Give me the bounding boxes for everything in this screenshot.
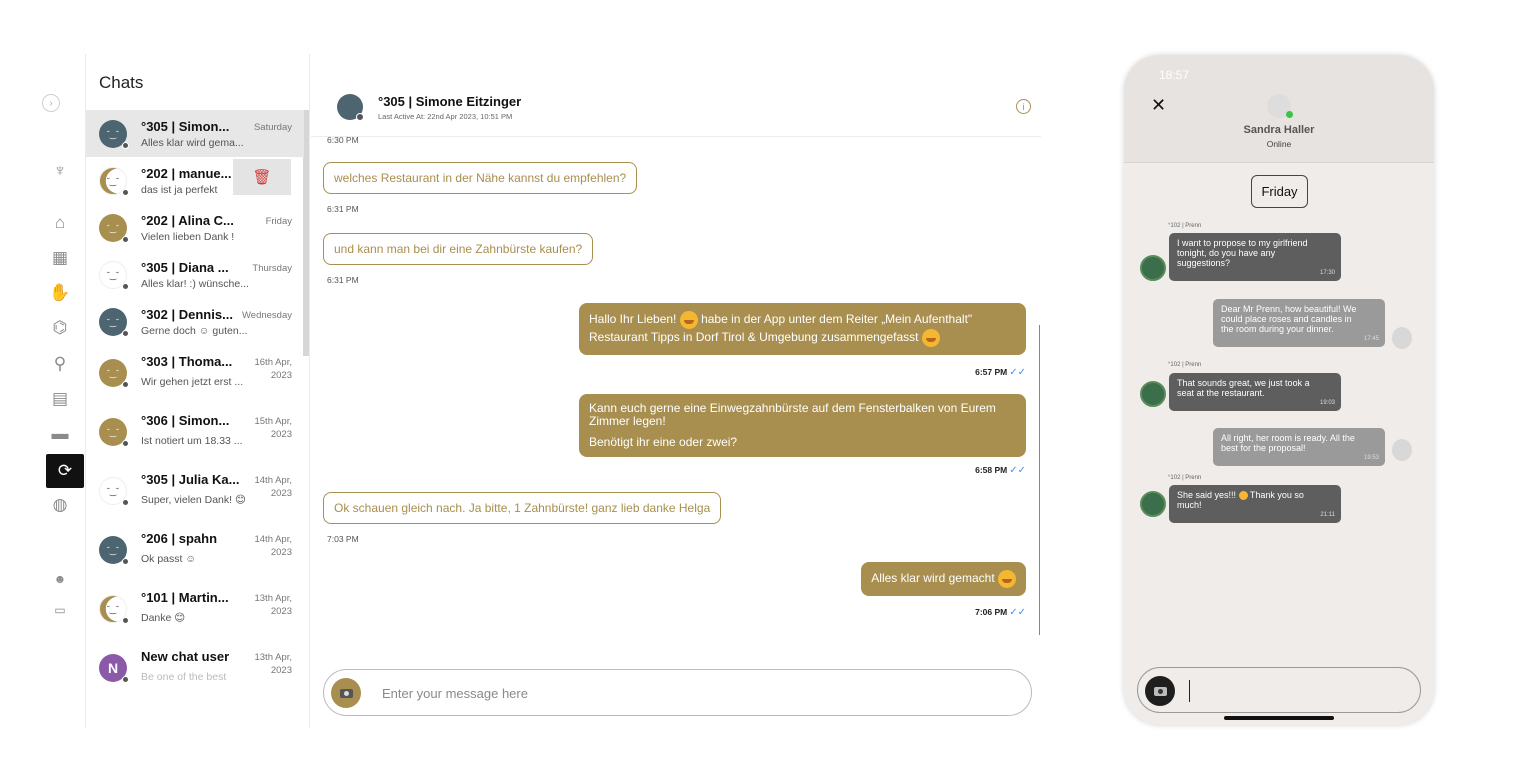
- message-input[interactable]: [382, 682, 982, 704]
- camera-button[interactable]: [1145, 676, 1175, 706]
- scroll-indicator[interactable]: [1039, 325, 1040, 635]
- message-text: Alles klar wird gemacht: [871, 571, 995, 586]
- incoming-message: Ok schauen gleich nach. Ja bitte, 1 Zahnbürste! ganz lieb danke Helga: [323, 492, 721, 524]
- avatar: [1140, 381, 1166, 407]
- avatar: ˘‿˘: [99, 595, 129, 625]
- chat-item-date: 13th Apr, 2023: [254, 593, 292, 617]
- message-text: Kann euch gerne eine Einwegzahnbürste auf dem Fensterbalken von Eurem: [589, 401, 996, 415]
- chat-item-preview: Alles klar wird gema...: [141, 137, 244, 149]
- message-time: 6:31 PM: [327, 204, 359, 214]
- camera-icon: [1154, 687, 1167, 696]
- message-text: Hallo Ihr Lieben!: [589, 312, 677, 327]
- chat-item-name: °206 | spahn: [141, 531, 218, 546]
- chat-item-date: 14th Apr, 2023: [254, 534, 292, 558]
- chat-item[interactable]: [86, 157, 304, 204]
- camera-icon: [340, 689, 353, 698]
- avatar: [1392, 327, 1412, 349]
- chat-item-date: Thursday: [252, 263, 292, 274]
- chat-item-preview: Gerne doch ☺ guten...: [141, 325, 248, 337]
- chat-item-date: Friday: [265, 216, 292, 227]
- chat-item-name: °302 | Dennis...: [141, 307, 233, 322]
- chat-item-date: 13th Apr, 2023: [254, 652, 292, 676]
- message-sender: °102 | Prenn: [1168, 475, 1202, 481]
- incoming-message: That sounds great, we just took a seat at the restaurant. 19:03: [1169, 373, 1341, 411]
- heart-eyes-emoji-icon: [1239, 491, 1248, 500]
- chat-item-preview: Ist notiert um 18.33 ...: [141, 435, 243, 447]
- avatar: ˘‿˘: [99, 308, 129, 338]
- chat-item[interactable]: [86, 404, 304, 463]
- palette-icon[interactable]: ◍: [52, 495, 68, 514]
- chat-item[interactable]: [86, 204, 304, 251]
- contact-status: Online: [1266, 139, 1292, 149]
- outgoing-message: [861, 562, 1026, 596]
- chat-item-name: °202 | manue...: [141, 166, 232, 181]
- chat-item-name: New chat user: [141, 649, 230, 664]
- message-time: 19:03: [1319, 400, 1335, 406]
- monitor-icon[interactable]: ▬: [51, 424, 69, 443]
- outgoing-message: [579, 303, 1026, 355]
- chat-list-panel: [85, 54, 310, 728]
- last-active-text: Last Active At: 22nd Apr 2023, 10:51 PM: [378, 112, 513, 121]
- icon-rail: [36, 84, 84, 728]
- message-time: 6:58 PM ✓✓: [975, 465, 1026, 476]
- smile-emoji-icon: [680, 311, 698, 329]
- avatar: [1140, 255, 1166, 281]
- outgoing-message: All right, her room is ready. All the best for the proposal! 19:53: [1213, 428, 1385, 466]
- message-text: Benötigt ihr eine oder zwei?: [589, 435, 738, 449]
- message-time: 19:53: [1363, 455, 1379, 461]
- hand-icon[interactable]: ✋: [49, 283, 71, 302]
- day-separator: Friday: [1251, 175, 1308, 208]
- avatar: ˘‿˘: [99, 418, 129, 448]
- avatar: ˘‿˘: [99, 214, 129, 244]
- graduation-icon[interactable]: ⌬: [52, 318, 68, 337]
- conversation-header: [311, 80, 1041, 137]
- chat-item-name: °306 | Simon...: [141, 413, 230, 428]
- smile-emoji-icon: [922, 329, 940, 347]
- conversation-title: °305 | Simone Eitzinger: [378, 94, 522, 109]
- bike-icon[interactable]: ⚲: [53, 354, 67, 373]
- phone-message-input[interactable]: [1189, 680, 1190, 702]
- avatar: ˘‿˘: [99, 261, 129, 291]
- message-composer: [323, 669, 1032, 716]
- logo-icon[interactable]: ♆: [53, 161, 67, 180]
- avatar: ˘‿˘: [99, 536, 129, 566]
- building-icon[interactable]: ▦: [51, 248, 69, 267]
- chat-item-date: 14th Apr, 2023: [254, 475, 292, 499]
- avatar: ˘‿˘: [99, 120, 129, 150]
- message-time: 21:11: [1320, 512, 1335, 519]
- chat-item-preview: Super, vielen Dank! 😊: [141, 494, 246, 506]
- phone-preview: [1124, 55, 1434, 725]
- trash-icon: 🗑: [252, 169, 272, 186]
- chat-item-preview: Vielen lieben Dank !: [141, 231, 235, 243]
- chat-list-title: Chats: [99, 73, 144, 92]
- message-time: 7:03 PM: [327, 534, 359, 544]
- message-time: 6:30 PM: [327, 137, 359, 145]
- message-sender: °102 | Prenn: [1168, 362, 1202, 368]
- chat-item[interactable]: [86, 298, 304, 345]
- avatar: N: [99, 654, 129, 684]
- chat-item-name: °305 | Julia Ka...: [141, 472, 240, 487]
- incoming-message: welches Restaurant in der Nähe kannst du empfehlen?: [323, 162, 637, 194]
- chat-item-preview: Danke 😊: [141, 612, 186, 624]
- outgoing-message: Dear Mr Prenn, how beautiful! We could place roses and candles in the room during your dinner. 17:45: [1213, 299, 1385, 347]
- online-dot: [1286, 111, 1293, 118]
- camera-button[interactable]: [331, 678, 361, 708]
- incoming-message: She said yes!!! Thank you so much! 21:11: [1169, 485, 1341, 523]
- newspaper-icon[interactable]: ▤: [51, 389, 69, 408]
- message-sender: °102 | Prenn: [1168, 223, 1202, 229]
- chat-item-name: °305 | Simon...: [141, 119, 230, 134]
- chat-item-preview: das ist ja perfekt: [141, 184, 218, 196]
- chat-item-name: °303 | Thoma...: [141, 354, 233, 369]
- chat-item[interactable]: [86, 251, 304, 298]
- chat-item-preview: Be one of the best: [141, 671, 227, 683]
- avatar: [1140, 491, 1166, 517]
- home-indicator: [1224, 716, 1334, 720]
- avatar: [1392, 439, 1412, 461]
- chat-item[interactable]: [86, 581, 304, 640]
- chat-item-name: °101 | Martin...: [141, 590, 229, 605]
- avatar: [1267, 94, 1291, 118]
- phone-status-time: 18:57: [1159, 68, 1190, 82]
- chat-list-items: [86, 110, 304, 699]
- info-icon[interactable]: i: [1016, 99, 1031, 114]
- chat-item[interactable]: [86, 345, 304, 404]
- smile-emoji-icon: [998, 570, 1016, 588]
- chat-item-preview: Wir gehen jetzt erst ...: [141, 376, 244, 388]
- chat-item-name: °305 | Diana ...: [141, 260, 229, 275]
- contact-name: Sandra Haller: [1243, 124, 1315, 136]
- incoming-message: I want to propose to my girlfriend tonight, do you have any suggestions? 17:30: [1169, 233, 1341, 281]
- conversation-panel: [311, 80, 1041, 728]
- message-list: [311, 137, 1041, 667]
- expand-icon[interactable]: ›: [42, 94, 60, 112]
- read-ticks-icon: ✓✓: [1009, 367, 1026, 378]
- face-icon[interactable]: ☻: [53, 572, 67, 586]
- chat-item-date: Saturday: [253, 122, 292, 133]
- message-time: 6:31 PM: [327, 275, 359, 285]
- message-time: 17:30: [1319, 270, 1335, 276]
- phone-header: [1124, 55, 1434, 163]
- outgoing-message: [579, 394, 1026, 457]
- sync-icon[interactable]: ⟳: [46, 454, 84, 488]
- delete-chat-button[interactable]: [233, 159, 291, 195]
- incoming-message: und kann man bei dir eine Zahnbürste kaufen?: [323, 233, 593, 265]
- phone-composer: [1137, 667, 1421, 713]
- message-text: Zimmer legen!: [589, 414, 666, 428]
- chat-item-date: 15th Apr, 2023: [254, 416, 292, 440]
- message-text: Restaurant Tipps in Dorf Tirol & Umgebung zusammengefasst: [589, 330, 919, 345]
- chat-item[interactable]: [86, 463, 304, 522]
- chat-item[interactable]: [86, 522, 304, 581]
- close-icon[interactable]: ✕: [1151, 95, 1167, 115]
- chat-item[interactable]: [86, 640, 304, 699]
- message-time: 6:57 PM ✓✓: [975, 367, 1026, 378]
- read-ticks-icon: ✓✓: [1009, 465, 1026, 476]
- message-time: 7:06 PM ✓✓: [975, 607, 1026, 618]
- message-text: habe in der App unter dem Reiter „Mein Aufenthalt": [701, 312, 973, 327]
- chat-item[interactable]: [86, 110, 304, 157]
- message-time: 17:45: [1363, 336, 1379, 342]
- chat-item-date: 16th Apr, 2023: [254, 357, 292, 381]
- avatar: ˘‿˘: [99, 359, 129, 389]
- chat-item-preview: Ok passt ☺: [141, 553, 197, 565]
- chat-item-name: °202 | Alina C...: [141, 213, 234, 228]
- avatar[interactable]: [337, 94, 363, 120]
- avatar: ˘‿˘: [99, 167, 129, 197]
- wallet-icon[interactable]: ▭: [54, 603, 66, 617]
- home-icon[interactable]: ⌂: [54, 213, 66, 232]
- avatar: ˘‿˘: [99, 477, 129, 507]
- read-ticks-icon: ✓✓: [1009, 607, 1026, 618]
- chat-item-date: Wednesday: [242, 310, 292, 321]
- chat-item-preview: Alles klar! :) wünsche...: [141, 278, 249, 290]
